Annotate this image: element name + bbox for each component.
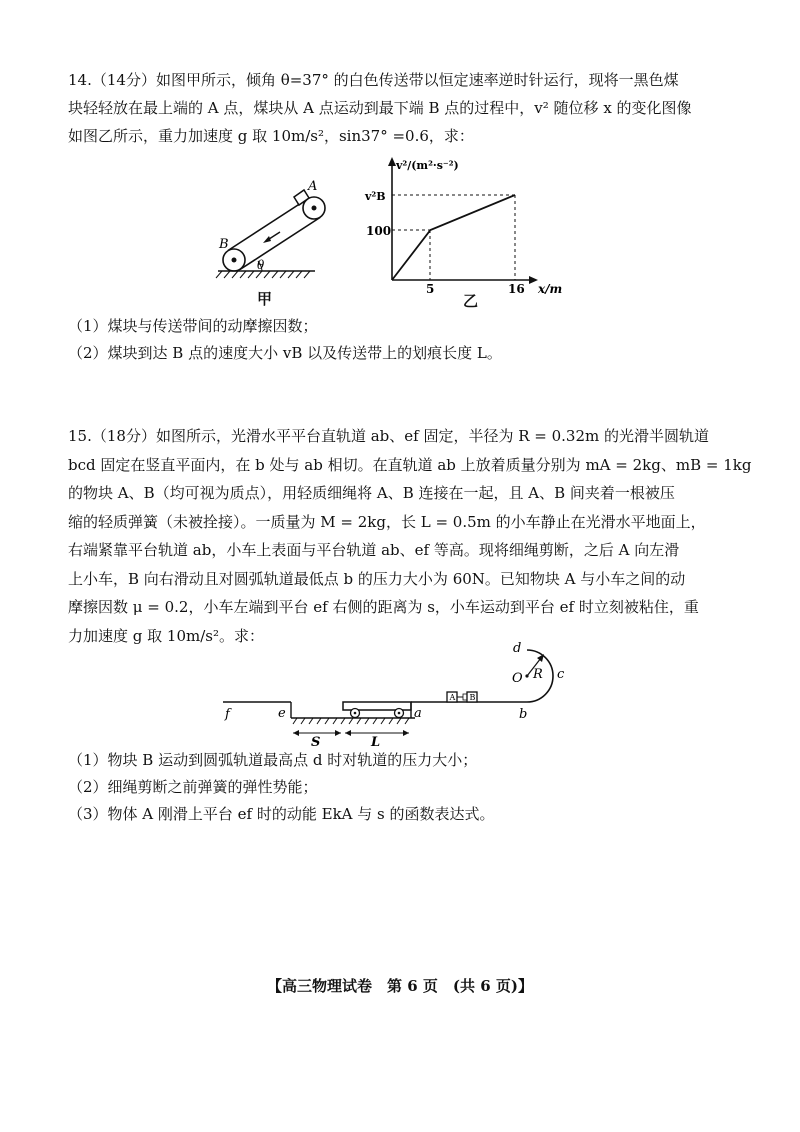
q15-line-5: 右端紧靠平台轨道 ab，小车上表面与平台轨道 ab、ef 等高。现将细绳剪断，之后 A 向左滑 bbox=[68, 541, 680, 559]
q15-line-3: 的物块 A、B（均可视为质点），用轻质细绳将 A、B 连接在一起，且 A、B 间夹着一根被压 bbox=[68, 484, 675, 502]
caption-jia: 甲 bbox=[257, 290, 273, 308]
block-a-label: A bbox=[449, 693, 456, 702]
q15-line-1: 15.（18分）如图所示，光滑水平平台直轨道 ab、ef 固定，半径为 R = 0.32m 的光滑半圆轨道 bbox=[68, 427, 710, 445]
label-s: S bbox=[311, 735, 321, 748]
q14-sub-1: （1）煤块与传送带间的动摩擦因数； bbox=[68, 317, 318, 335]
q15-line-2: bcd 固定在竖直平面内，在 b 处与 ab 相切。在直轨道 ab 上放着质量分别为 mA = 2kg、mB = 1kg bbox=[68, 455, 752, 474]
label-d: d bbox=[513, 641, 522, 656]
figure-q15 bbox=[215, 638, 585, 748]
caption-yi: 乙 bbox=[463, 292, 479, 310]
q14-line-3: 如图乙所示，重力加速度 g 取 10m/s²，sin37° =0.6，求： bbox=[68, 127, 474, 145]
label-b: B bbox=[219, 237, 229, 252]
y-tick-vb: v²B bbox=[365, 190, 386, 203]
x-tick-16: 16 bbox=[508, 282, 525, 295]
figure-jia bbox=[210, 168, 340, 298]
q15-sub-2: （2）细绳剪断之前弹簧的弹性势能； bbox=[68, 778, 318, 796]
q15-stem bbox=[68, 422, 752, 650]
v2-x-series-line bbox=[392, 195, 515, 280]
q15-line-8: 力加速度 g 取 10m/s²。求： bbox=[68, 626, 264, 645]
coal-block bbox=[294, 190, 309, 205]
label-theta: θ bbox=[257, 258, 265, 272]
q14-sub-2: （2）煤块到达 B 点的速度大小 vB 以及传送带上的划痕长度 L。 bbox=[68, 344, 502, 362]
q14-line-2: 块轻轻放在最上端的 A 点，煤块从 A 点运动到最下端 B 点的过程中，v² 随位移 x 的变化图像 bbox=[68, 99, 692, 117]
q15-line-4: 缩的轻质弹簧（未被拴接）。一质量为 M = 2kg，长 L = 0.5m 的小车静止在光滑水平地面上， bbox=[68, 512, 706, 531]
q15-sub-1: （1）物块 B 运动到圆弧轨道最高点 d 时对轨道的压力大小； bbox=[68, 751, 478, 769]
label-a: A bbox=[308, 179, 318, 194]
label-o: O bbox=[512, 671, 523, 686]
q15-line-6: 上小车，B 向右滑动且对圆弧轨道最低点 b 的压力大小为 60N。已知物块 A 与小车之间的动 bbox=[68, 569, 686, 588]
figure-yi bbox=[360, 155, 575, 295]
x-axis-label: x/m bbox=[538, 282, 563, 295]
q15-line-7: 摩擦因数 μ = 0.2，小车左端到平台 ef 右侧的距离为 s，小车运动到平台 ef 时立刻被粘住，重 bbox=[68, 598, 699, 616]
q15-sub-3: （3）物体 A 刚滑上平台 ef 时的动能 EkA 与 s 的函数表达式。 bbox=[68, 805, 495, 823]
page-footer: 【高三物理试卷 第 6 页 (共 6 页)】 bbox=[267, 977, 533, 995]
block-b-label: B bbox=[469, 693, 476, 702]
label-l: L bbox=[371, 735, 381, 748]
q14-line-1: 14.（14分）如图甲所示，倾角 θ=37° 的白色传送带以恒定速率逆时针运行，现将一黑色煤 bbox=[68, 71, 679, 89]
label-c: c bbox=[557, 667, 565, 682]
label-f: f bbox=[225, 707, 230, 722]
y-tick-100: 100 bbox=[366, 224, 392, 238]
y-axis-label: v²/(m²·s⁻²) bbox=[396, 159, 459, 172]
q14-stem bbox=[68, 66, 738, 150]
x-tick-5: 5 bbox=[426, 282, 435, 295]
label-a-point: a bbox=[414, 706, 422, 721]
label-b-point: b bbox=[519, 707, 528, 722]
label-r: R bbox=[533, 667, 543, 682]
label-e: e bbox=[278, 706, 286, 721]
